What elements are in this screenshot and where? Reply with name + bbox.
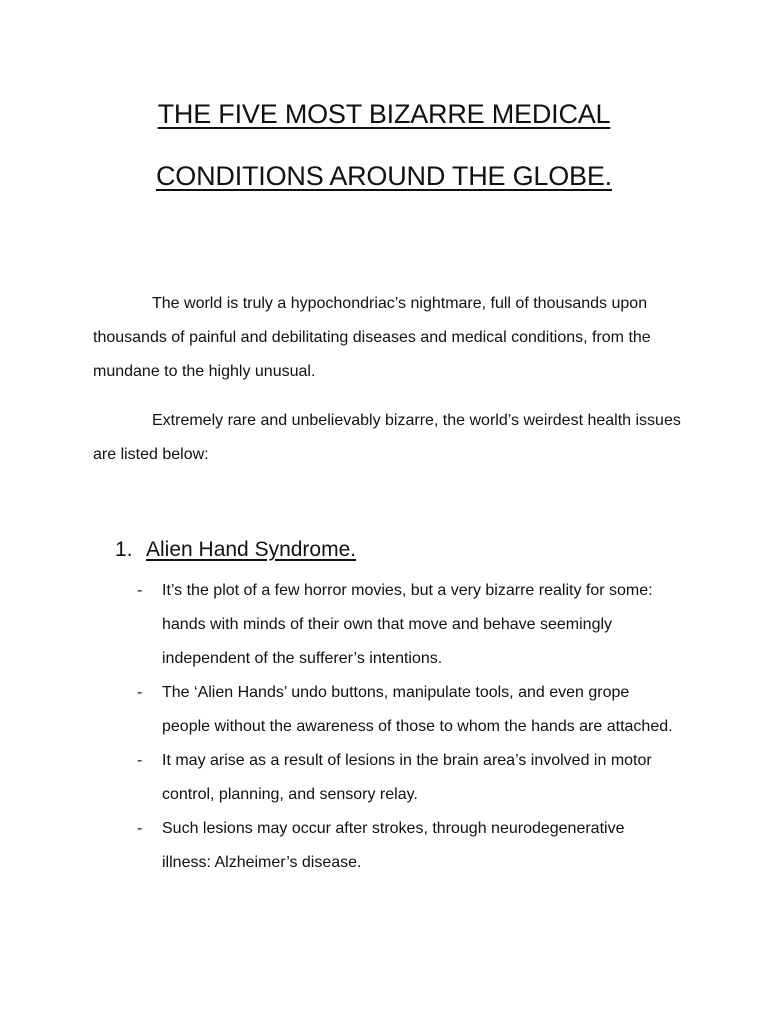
bullet-text: It may arise as a result of lesions in the brain area’s involved in motor control, planning, and sensory relay. [162,752,652,803]
list-item [137,574,677,676]
bullet-dash: - [137,752,143,769]
title-text-1: THE FIVE MOST BIZARRE MEDICAL [157,99,611,129]
section-heading-1 [115,533,356,567]
list-item [137,744,677,812]
bullet-dash: - [137,684,143,701]
bullet-dash: - [137,820,143,837]
bullet-text: Such lesions may occur after strokes, through neurodegenerative illness: Alzheimer’s disease. [162,820,625,871]
title-line-1 [0,97,768,131]
intro-paragraph-1 [93,287,683,389]
section-number: 1. [115,538,133,561]
bullet-text: It’s the plot of a few horror movies, but a very bizarre reality for some: hands with minds of their own that move and behave seemingly independent of the sufferer’s intentions. [162,582,653,667]
intro-paragraph-2 [93,404,683,472]
title-line-2 [0,159,768,193]
bullet-dash: - [137,582,143,599]
section-1-bullet-list [137,574,677,880]
intro-paragraph-2-text: Extremely rare and unbelievably bizarre, the world’s weirdest health issues are listed below: [93,412,681,463]
list-item [137,676,677,744]
intro-paragraph-1-text: The world is truly a hypochondriac’s nightmare, full of thousands upon thousands of painful and debilitating diseases and medical conditions, from the mundane to the highly unusual. [93,295,651,380]
section-title: Alien Hand Syndrome. [146,538,357,561]
list-item [137,812,677,880]
bullet-text: The ‘Alien Hands’ undo buttons, manipulate tools, and even grope people without the awareness of those to whom the hands are attached. [162,684,673,735]
title-text-2: CONDITIONS AROUND THE GLOBE. [156,161,612,191]
